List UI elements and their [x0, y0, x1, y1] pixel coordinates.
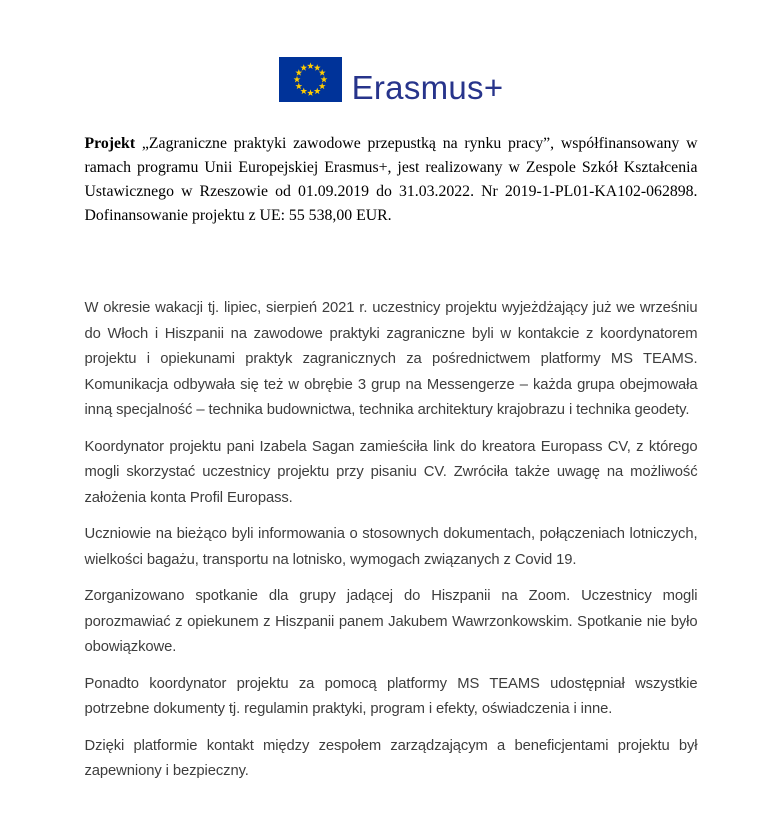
body-paragraph: W okresie wakacji tj. lipiec, sierpień 2021 r. uczestnicy projektu wyjeżdżający już we wrześniu do Włoch i Hiszpanii na zawodowe praktyki zagraniczne byli w kontakcie z koordynatorem projektu i opiekunami praktyk zagranicznych za pośrednictwem platformy MS TEAMS. Komunikacja odbywała się też w obrębie 3 grup na Messengerze – każda grupa obejmowała inną specjalność – technika budownictwa, technika architektury krajobrazu i technika geodety. — [84, 300, 698, 418]
report-body — [85, 296, 698, 785]
body-paragraph: Ponadto koordynator projektu za pomocą platformy MS TEAMS udostępniał wszystkie potrzebne dokumenty tj. regulamin praktyki, program i efekty, oświadczenia i inne. — [84, 675, 698, 717]
body-paragraph: Uczniowie na bieżąco byli informowania o stosownych dokumentach, połączeniach lotniczych, wielkości bagażu, transportu na lotnisko, wymogach związanych z Covid 19. — [84, 526, 698, 568]
body-paragraph: Dzięki platformie kontakt między zespołem zarządzającym a beneficjentami projektu był zapewniony i bezpieczny. — [84, 737, 698, 779]
project-header-lead: Projekt — [84, 135, 136, 152]
erasmus-logo — [0, 56, 782, 106]
eu-flag-icon — [279, 57, 342, 102]
project-header — [85, 132, 698, 228]
document-content — [85, 132, 698, 785]
body-paragraph: Koordynator projektu pani Izabela Sagan zamieściła link do kreatora Europass CV, z którego mogli skorzystać uczestnicy projektu przy pisaniu CV. Zwróciła także uwagę na możliwość założenia konta Profil Europass. — [84, 438, 698, 506]
erasmus-wordmark: Erasmus+ — [351, 68, 504, 106]
body-paragraph: Zorganizowano spotkanie dla grupy jadącej do Hiszpanii na Zoom. Uczestnicy mogli porozmawiać z opiekunem z Hiszpanii panem Jakubem Wawrzonkowskim. Spotkanie nie było obowiązkowe. — [84, 588, 698, 655]
project-header-text: „Zagraniczne praktyki zawodowe przepustką na rynku pracy”, współfinansowany w ramach programu Unii Europejskiej Erasmus+, jest realizowany w Zespole Szkół Kształcenia Ustawicznego w Rzeszowie od 01.09.2019 do 31.03.2022. Nr 2019-1-PL01-KA102-062898. Dofinansowanie projektu z UE: 55 538,00 EUR. — [84, 135, 698, 224]
